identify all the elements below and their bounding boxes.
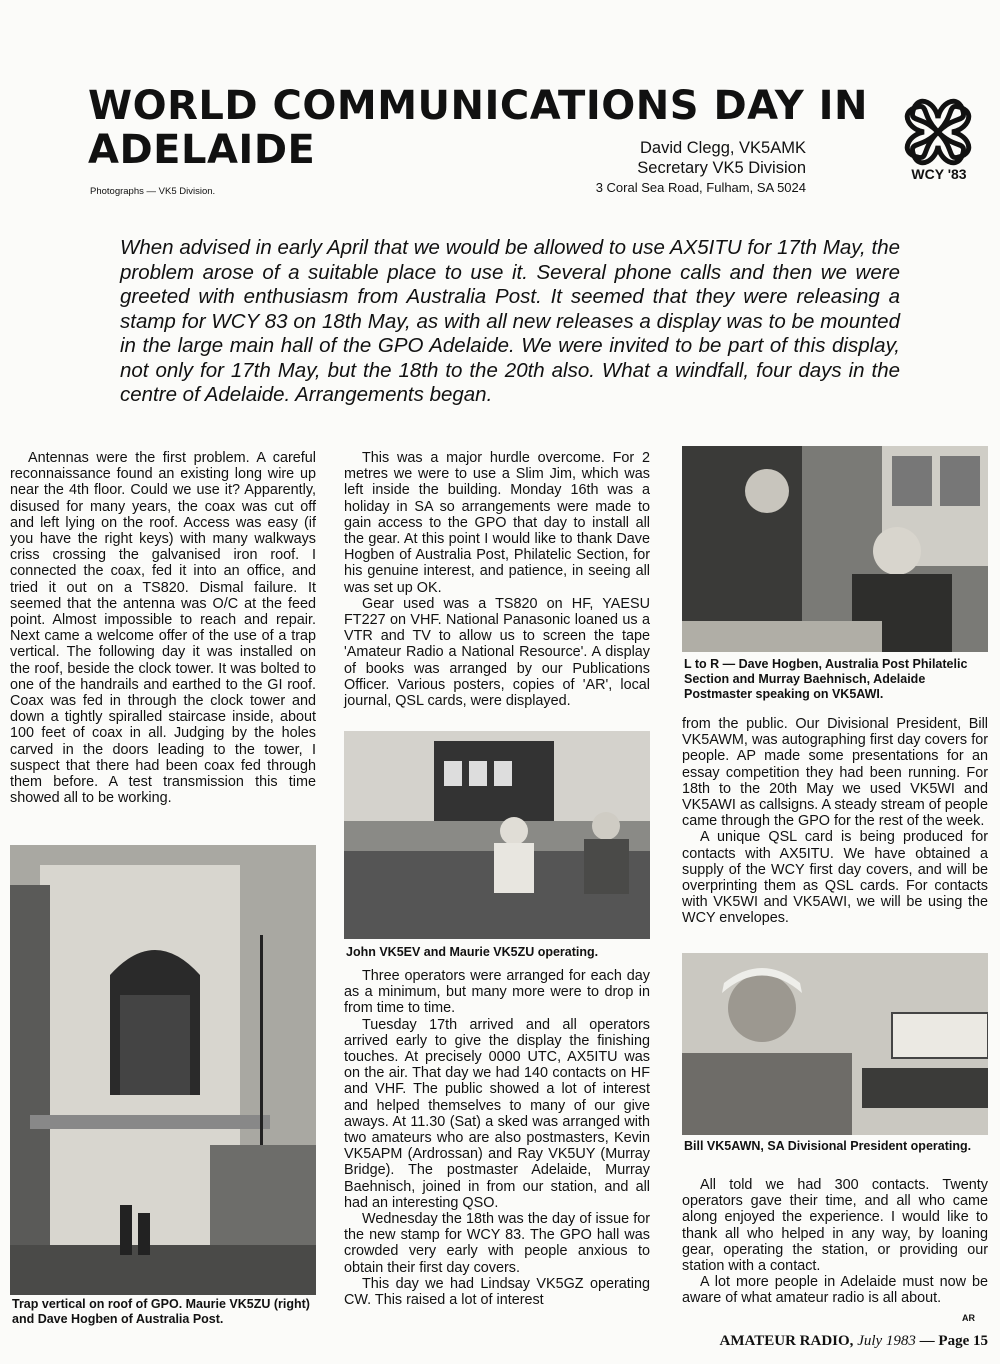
postmaster-illustration: [682, 446, 988, 652]
body-paragraph: This day we had Lindsay VK5GZ operating CW. This raised a lot of interest: [344, 1275, 650, 1309]
president-illustration: [682, 953, 988, 1135]
body-column-3-top: [682, 716, 988, 927]
body-paragraph: All told we had 300 contacts. Twenty operators gave their time, and all who came along enjoyed the experience. I would like to thank all who helped in any way, by loaning gear, operating the station, or providing our station with a contact.: [682, 1177, 988, 1275]
body-paragraph: Wednesday the 18th was the day of issue for the new stamp for WCY 83. The GPO hall was crowded very early with people anxious to obtain their first day covers.: [344, 1211, 650, 1276]
operators-illustration: [344, 731, 650, 939]
footer-page: — Page 15: [919, 1333, 988, 1349]
tower-illustration: [10, 845, 316, 1295]
photo-postmaster: [682, 446, 988, 652]
footer-issue: July 1983: [857, 1333, 916, 1349]
body-paragraph: from the public. Our Divisional President, Bill VK5AWM, was autographing first day covers for people. AP made some presentations for an essay competition they had been running. For 18th to the 20th May we used VK5WI and VK5AWI as callsigns. A steady stream of people came through the GPO for the rest of the week.: [682, 716, 988, 830]
wcy-logo-label: WCY '83: [911, 166, 967, 182]
body-column-2-bottom: [344, 968, 650, 1308]
photo-postmaster-caption: L to R — Dave Hogben, Australia Post Philatelic Section and Murray Baehnisch, Adelaide Postmaster speaking on VK5AWI.: [684, 657, 968, 701]
footer-magazine: AMATEUR RADIO,: [719, 1333, 854, 1349]
body-paragraph: Antennas were the first problem. A careful reconnaissance found an existing long wire up near the 4th floor. Could we use it? Apparently, disused for many years, the coax was cut off and left lying on the roof. Access was easy (if you have the right keys) with many walkways criss crossing the galvanised iron roof. I connected the coax, fed it into an office, and tried it out on a TS820. Dismal failure. It seemed that the antenna was O/C at the feed point. Almost impossible to reach and repair. Next came a welcome offer of the use of a trap vertical. The following day it was installed on the roof, beside the clock tower. It was bolted to one of the handrails and earthed to the GI roof. Coax was fed in through the clock tower and down a tightly spiralled staircase inside, about 100 feet of coax in all. Judging by the holes carved in the doors leading to the tower, I suspect that there had been coax fed through them before. A test transmission this time showed all to be working.: [10, 450, 316, 807]
page-footer: [720, 1333, 988, 1350]
body-paragraph: Three operators were arranged for each day as a minimum, but many more were to drop in from time to time.: [344, 968, 650, 1017]
wcy-logo-icon: [900, 94, 976, 170]
body-column-3-bottom: [682, 1177, 988, 1307]
author-address: 3 Coral Sea Road, Fulham, SA 5024: [595, 180, 806, 195]
end-mark: AR: [962, 1313, 975, 1323]
photo-trap-vertical-caption: Trap vertical on roof of GPO. Maurie VK5ZU (right) and Dave Hogben of Australia Post.: [12, 1297, 310, 1326]
author-role: Secretary VK5 Division: [637, 159, 806, 177]
photo-operators: [344, 731, 650, 939]
article-title: WORLD COMMUNICATIONS DAY IN ADELAIDE: [88, 83, 869, 173]
body-column-1: [10, 450, 316, 806]
photo-credit: Photographs — VK5 Division.: [90, 186, 216, 197]
photo-trap-vertical: [10, 845, 316, 1295]
body-paragraph: This was a major hurdle overcome. For 2 metres we were to use a Slim Jim, which was left inside the building. Monday 16th was a holiday in SA so arrangements were made to gain access to the GPO that day to install all the gear. At this point I would like to thank Dave Hogben of Australia Post, Philatelic Section, for his genuine interest, and patience, in seeing all was set up OK.: [344, 450, 650, 596]
intro-paragraph: When advised in early April that we would be allowed to use AX5ITU for 17th May, the problem arose of a suitable place to use it. Several phone calls and then we were greeted with enthusiasm from Australia Post. It seemed that they were releasing a stamp for WCY 83 on 18th May, as with all new releases a display was to be mounted in the large main hall of the GPO Adelaide. We were invited to be part of this display, not only for 17th May, but the 18th to the 20th also. What a windfall, four days in the centre of Adelaide. Arrangements began.: [120, 236, 900, 406]
author-byline: [520, 138, 806, 198]
body-paragraph: Tuesday 17th arrived and all operators arrived early to give the display the finishing touches. At precisely 0000 UTC, AX5ITU was on the air. That day we had 140 contacts on HF and VHF. The public showed a lot of interest and helped themselves to many of our give aways. At 11.30 (Sat) a sked was arranged with two amateurs who are also postmasters, Kevin VK5APM (Ardrossan) and Ray VK5UY (Murray Bridge). The postmaster Adelaide, Murray Baehnisch, joined in from our station, and all had an interesting QSO.: [344, 1016, 650, 1211]
body-paragraph: Gear used was a TS820 on HF, YAESU FT227 on VHF. National Panasonic loaned us a VTR and TV to allow us to screen the tape 'Amateur Radio a National Resource'. A display of books was arranged by our Publications Officer. Various posters, copies of 'AR', local journal, QSL cards, were displayed.: [344, 595, 650, 710]
body-paragraph: A unique QSL card is being produced for contacts with AX5ITU. We have obtained a supply of the WCY first day covers, and will be overprinting them as QSL cards. For contacts with VK5WI and VK5AWI, we will be using the WCY envelopes.: [682, 829, 988, 927]
photo-president-caption: Bill VK5AWN, SA Divisional President operating.: [684, 1139, 972, 1153]
photo-operators-caption: John VK5EV and Maurie VK5ZU operating.: [346, 945, 599, 959]
photo-president: [682, 953, 988, 1135]
body-column-2-top: [344, 450, 650, 709]
author-name: David Clegg, VK5AMK: [640, 139, 806, 157]
body-paragraph: A lot more people in Adelaide must now be aware of what amateur radio is all about.: [682, 1274, 988, 1307]
